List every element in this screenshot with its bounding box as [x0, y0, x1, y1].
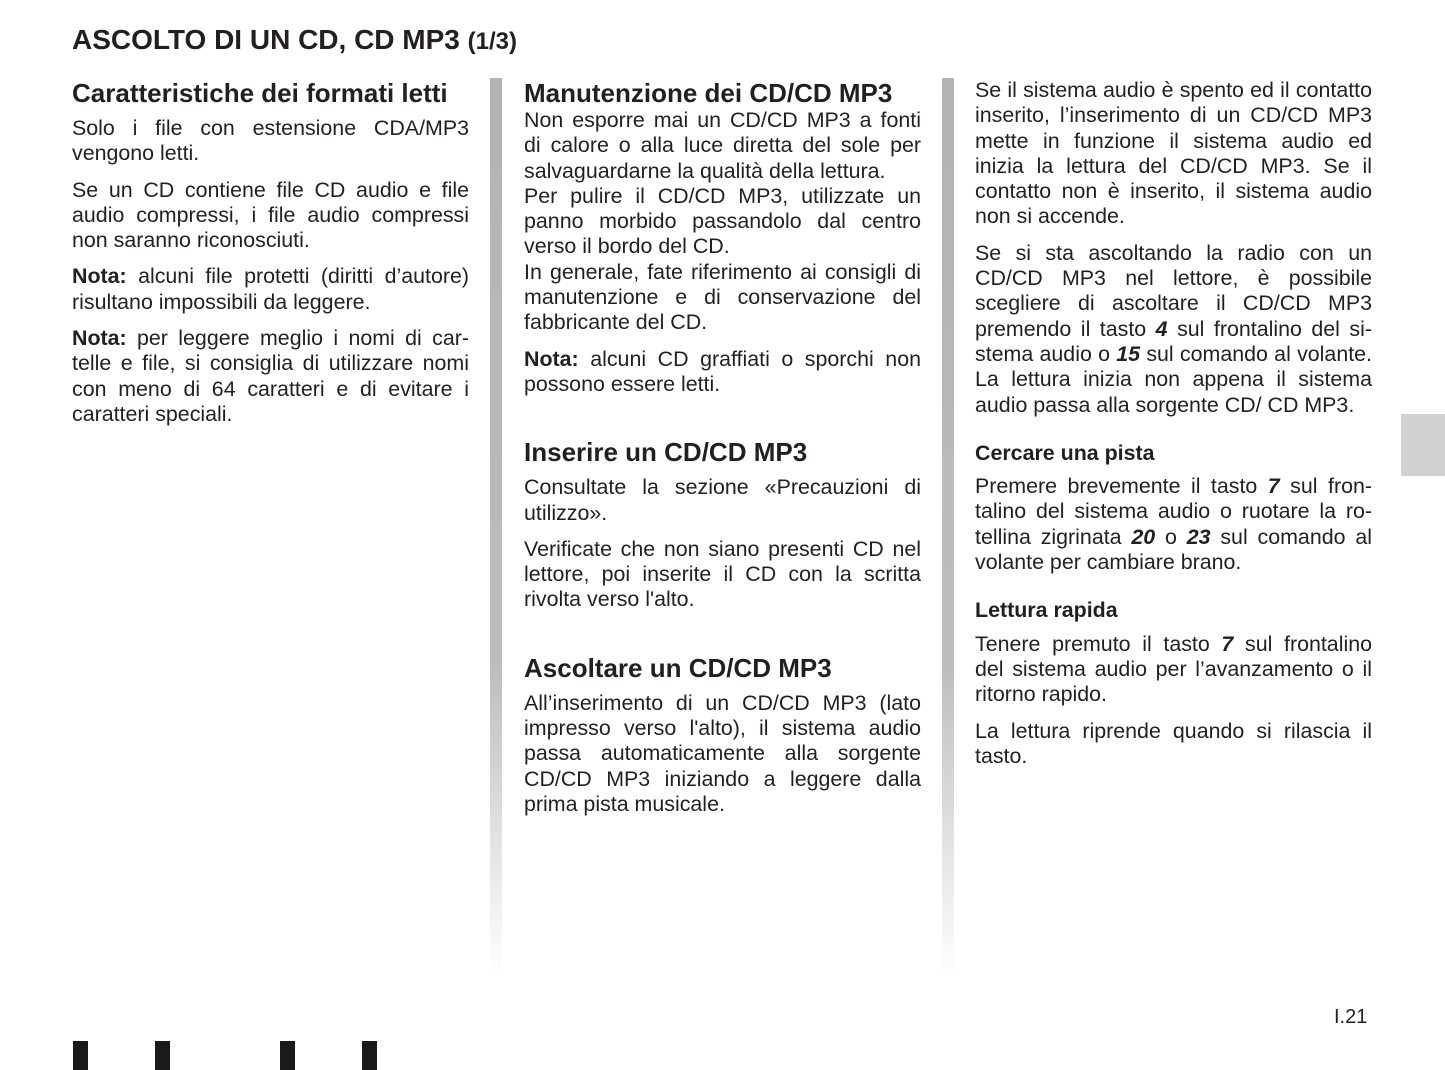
text-run: o: [1155, 524, 1187, 549]
paragraph: In generale, fate riferimento ai consigli di manutenzione e di conservazione del fabbricante del CD.: [524, 259, 921, 335]
chapter-tab-marker: [1401, 414, 1445, 476]
note-label: Nota:: [72, 326, 127, 351]
section-heading-maintenance: Manutenzione dei CD/CD MP3: [524, 78, 893, 108]
column-left: [72, 78, 469, 438]
paragraph: [975, 632, 1372, 708]
crop-mark: [362, 1041, 377, 1070]
section-heading-insert: Inserire un CD/CD MP3: [524, 437, 808, 468]
column-right: [975, 78, 1372, 780]
note-paragraph: [72, 264, 469, 315]
paragraph: Solo i file con estensione CDA/MP3 vengono letti.: [72, 116, 469, 166]
note-text: alcuni file protetti (diritti d’autore) risultano impossibili da leggere.: [72, 264, 469, 314]
key-reference: 4: [1155, 316, 1168, 341]
paragraph: [975, 474, 1372, 575]
note-label: Nota:: [72, 264, 127, 289]
paragraph: Per pulire il CD/CD MP3, utilizzate un panno morbido passandolo dal centro verso il bordo del CD.: [524, 183, 921, 259]
note-paragraph: [524, 347, 921, 398]
key-reference: 7: [1267, 474, 1280, 499]
column-divider-right: [942, 78, 954, 978]
column-divider-left: [490, 78, 502, 978]
title-part: (1/3): [467, 28, 518, 55]
text-run: Se si sta ascoltando la radio con un CD/CD MP3 nel lettore, è possibile scegliere di ascoltare il CD/CD MP3 premendo il tasto: [975, 240, 1372, 341]
paragraph: Se il sistema audio è spento ed il contatto inserito, l’inserimento di un CD/CD MP3 mette in funzione il sistema audio ed inizia la lettura del CD/CD MP3. Se il contatto non è inserito, il sistema audio non si accende.: [975, 78, 1372, 229]
section-heading-formats: Caratteristiche dei formati letti: [72, 78, 448, 108]
paragraph: Se un CD contiene file CD audio e file audio compressi, i file audio compressi non saranno riconosciuti.: [72, 177, 469, 253]
key-reference: 15: [1116, 341, 1141, 366]
note-paragraph: [72, 326, 469, 427]
key-reference: 20: [1131, 524, 1156, 549]
page-number: I.21: [1334, 1006, 1368, 1028]
key-reference: 7: [1221, 631, 1234, 656]
section-heading-listen: Ascoltare un CD/CD MP3: [524, 652, 832, 683]
subheading-fast-play: Lettura rapida: [975, 598, 1118, 623]
paragraph: Non esporre mai un CD/CD MP3 a fonti di calore o alla luce diretta del sole per salvaguardarne la qualità della lettura.: [524, 108, 921, 183]
note-text: per leggere meglio i nomi di cartelle e file, si consiglia di utilizzare nomi con meno di 64 caratteri e di evitare i caratteri speciali.: [72, 326, 469, 426]
paragraph: [975, 241, 1372, 418]
crop-mark: [155, 1041, 170, 1070]
paragraph: Verificate che non siano presenti CD nel lettore, poi inserite il CD con la scritta rivolta verso l'alto.: [524, 536, 921, 612]
text-run: sul comando al volante. La lettura inizia non appena il sistema audio passa alla sorgente CD/ CD MP3.: [975, 341, 1372, 417]
crop-mark: [280, 1041, 295, 1070]
key-reference: 23: [1186, 524, 1211, 549]
crop-mark: [73, 1041, 88, 1070]
title-text: ASCOLTO DI UN CD, CD MP3: [72, 24, 460, 55]
subheading-search-track: Cercare una pista: [975, 440, 1155, 465]
text-run: sul comando al volante per cambiare brano.: [975, 524, 1372, 575]
paragraph: All’inserimento di un CD/CD MP3 (lato impresso verso l'alto), il sistema audio passa automaticamente alla sorgente CD/CD MP3 iniziando a leggere dalla prima pista musicale.: [524, 690, 921, 816]
page-title: [72, 24, 517, 56]
text-run: Tenere premuto il tasto: [975, 631, 1222, 656]
text-run: sul frontalino del sistema audio o ruotare la rotellina zigrinata: [975, 474, 1372, 549]
paragraph: La lettura riprende quando si rilascia il tasto.: [975, 718, 1372, 768]
text-run: Premere brevemente il tasto: [975, 474, 1268, 499]
note-label: Nota:: [524, 346, 579, 371]
text-run: sul frontalino del sistema audio o: [975, 316, 1372, 366]
note-text: alcuni CD graffiati o sporchi non possono essere letti.: [524, 346, 921, 396]
text-run: sul frontalino del sistema audio per l’avanzamento o il ritorno rapido.: [975, 631, 1372, 707]
paragraph: Consultate la sezione «Precauzioni di utilizzo».: [524, 475, 921, 525]
column-middle: [524, 78, 921, 828]
